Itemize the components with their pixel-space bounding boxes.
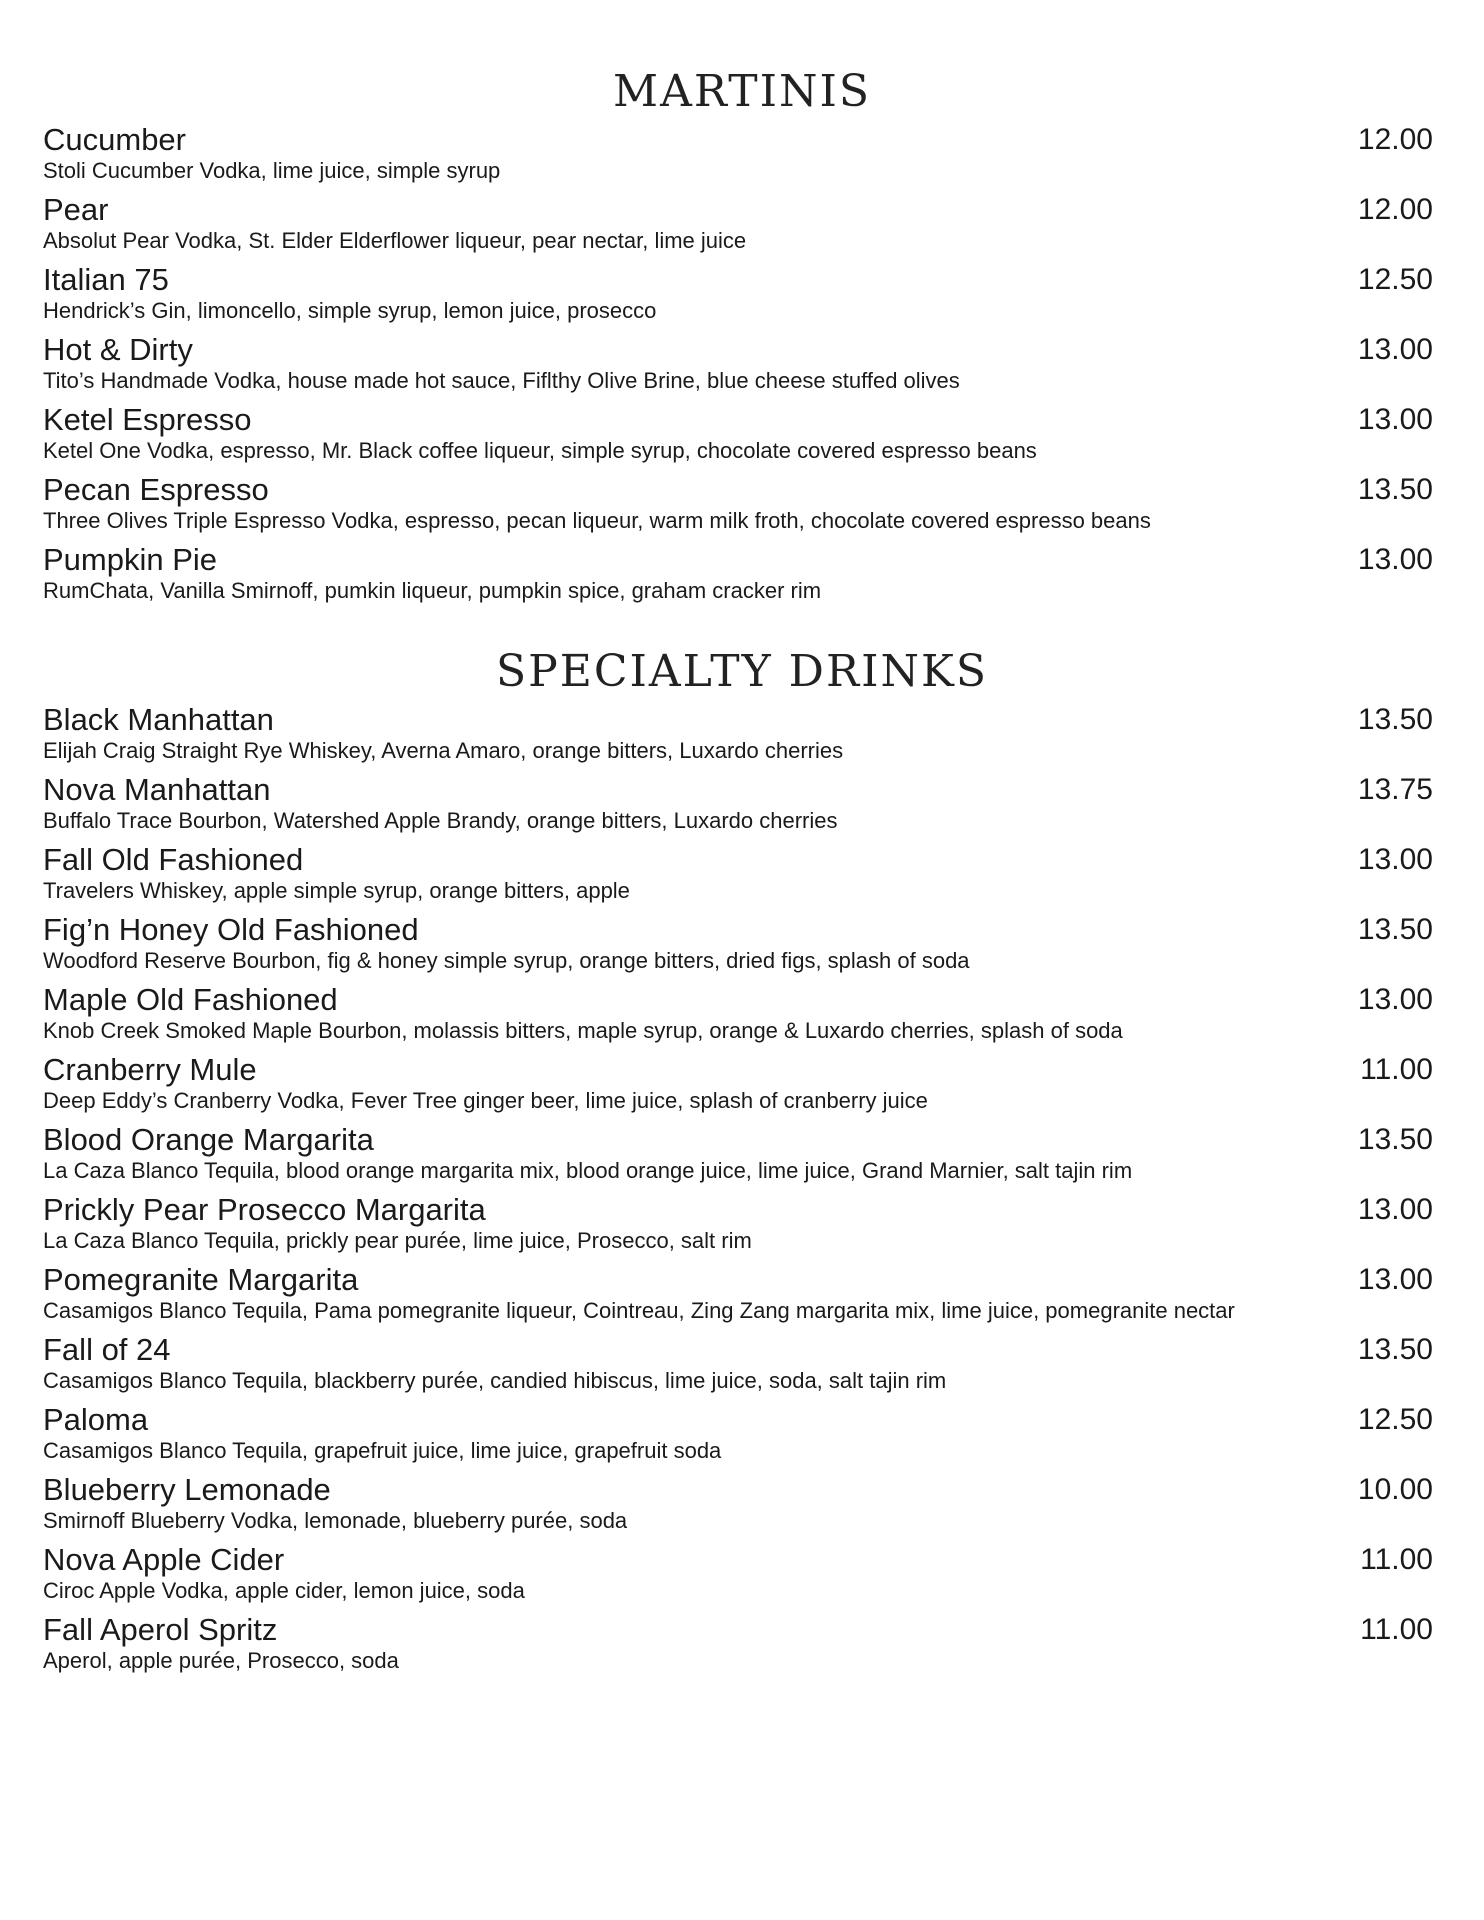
drink-price: 13.50 — [1357, 913, 1433, 946]
drink-name: Blueberry Lemonade — [43, 1472, 331, 1507]
drink-description: Three Olives Triple Espresso Vodka, espresso, pecan liqueur, warm milk froth, chocolate covered espresso beans — [43, 508, 1151, 533]
drink-name: Ketel Espresso — [43, 402, 252, 437]
menu-item — [43, 701, 1433, 771]
drink-price: 13.00 — [1357, 1193, 1433, 1226]
drink-description: Ketel One Vodka, espresso, Mr. Black coffee liqueur, simple syrup, chocolate covered espresso beans — [43, 438, 1037, 463]
drink-name: Black Manhattan — [43, 702, 274, 737]
drink-description: Stoli Cucumber Vodka, lime juice, simple syrup — [43, 158, 501, 183]
drink-price: 11.00 — [1360, 1053, 1433, 1086]
menu-item — [43, 261, 1433, 331]
drink-description: Casamigos Blanco Tequila, grapefruit juice, lime juice, grapefruit soda — [43, 1438, 722, 1463]
drink-description: Elijah Craig Straight Rye Whiskey, Averna Amaro, orange bitters, Luxardo cherries — [43, 738, 844, 763]
drink-name: Maple Old Fashioned — [43, 982, 338, 1017]
drink-description: Casamigos Blanco Tequila, blackberry purée, candied hibiscus, lime juice, soda, salt tajin rim — [43, 1368, 947, 1393]
drink-price: 13.75 — [1357, 773, 1433, 806]
drink-name: Pecan Espresso — [43, 472, 269, 507]
specialty-drinks-list — [43, 701, 1433, 1681]
menu-item — [43, 981, 1433, 1051]
menu-item — [43, 1611, 1433, 1681]
menu-item — [43, 541, 1433, 611]
drink-price: 12.50 — [1357, 263, 1433, 296]
menu-item — [43, 121, 1433, 191]
martinis-list — [43, 121, 1433, 611]
drink-price: 13.00 — [1357, 403, 1433, 436]
drink-name: Italian 75 — [43, 262, 169, 297]
drink-description: RumChata, Vanilla Smirnoff, pumkin liqueur, pumpkin spice, graham cracker rim — [43, 578, 822, 603]
drink-price: 11.00 — [1360, 1613, 1433, 1646]
menu-item — [43, 331, 1433, 401]
drink-name: Fall Old Fashioned — [43, 842, 304, 877]
specialty-drinks-heading: SPECIALTY DRINKS — [495, 646, 988, 697]
drink-name: Paloma — [43, 1402, 149, 1437]
drink-name: Fall of 24 — [43, 1332, 171, 1367]
menu-item — [43, 1401, 1433, 1471]
martinis-heading: MARTINIS — [613, 66, 871, 117]
drink-description: Aperol, apple purée, Prosecco, soda — [43, 1648, 399, 1673]
drink-name: Pear — [43, 192, 109, 227]
drink-description: Casamigos Blanco Tequila, Pama pomegranite liqueur, Cointreau, Zing Zang margarita mix, lime juice, pomegranite nectar — [43, 1298, 1235, 1323]
drink-price: 13.50 — [1357, 703, 1433, 736]
menu-item — [43, 911, 1433, 981]
drink-name: Fig’n Honey Old Fashioned — [43, 912, 419, 947]
drink-price: 13.50 — [1357, 1333, 1433, 1366]
drink-description: Woodford Reserve Bourbon, fig & honey simple syrup, orange bitters, dried figs, splash of soda — [43, 948, 970, 973]
drink-price: 12.00 — [1357, 123, 1433, 156]
drink-description: La Caza Blanco Tequila, prickly pear purée, lime juice, Prosecco, salt rim — [43, 1228, 752, 1253]
drink-description: Ciroc Apple Vodka, apple cider, lemon juice, soda — [43, 1578, 525, 1603]
menu-item — [43, 841, 1433, 911]
menu-item — [43, 1191, 1433, 1261]
drink-name: Cranberry Mule — [43, 1052, 257, 1087]
menu-item — [43, 401, 1433, 471]
drink-description: Smirnoff Blueberry Vodka, lemonade, blueberry purée, soda — [43, 1508, 628, 1533]
menu-item — [43, 1471, 1433, 1541]
menu-item — [43, 1331, 1433, 1401]
drink-price: 13.00 — [1357, 1263, 1433, 1296]
menu-item — [43, 191, 1433, 261]
drink-price: 13.00 — [1357, 843, 1433, 876]
drink-name: Hot & Dirty — [43, 332, 193, 367]
drink-name: Cucumber — [43, 122, 186, 157]
drink-price: 13.50 — [1357, 473, 1433, 506]
menu-item — [43, 1261, 1433, 1331]
drink-name: Fall Aperol Spritz — [43, 1612, 278, 1647]
drink-description: Travelers Whiskey, apple simple syrup, orange bitters, apple — [43, 878, 630, 903]
drink-name: Nova Manhattan — [43, 772, 271, 807]
menu-item — [43, 1541, 1433, 1611]
drink-price: 13.50 — [1357, 1123, 1433, 1156]
drink-price: 12.00 — [1357, 193, 1433, 226]
drink-description: Absolut Pear Vodka, St. Elder Elderflower liqueur, pear nectar, lime juice — [43, 228, 747, 253]
drink-description: Tito’s Handmade Vodka, house made hot sauce, Fiflthy Olive Brine, blue cheese stuffed olives — [43, 368, 960, 393]
drink-description: La Caza Blanco Tequila, blood orange margarita mix, blood orange juice, lime juice, Grand Marnier, salt tajin rim — [43, 1158, 1133, 1183]
drink-price: 12.50 — [1357, 1403, 1433, 1436]
drink-price: 11.00 — [1360, 1543, 1433, 1576]
drink-description: Buffalo Trace Bourbon, Watershed Apple Brandy, orange bitters, Luxardo cherries — [43, 808, 838, 833]
drink-price: 13.00 — [1357, 983, 1433, 1016]
menu-item — [43, 771, 1433, 841]
drink-price: 10.00 — [1357, 1473, 1433, 1506]
drink-description: Deep Eddy’s Cranberry Vodka, Fever Tree ginger beer, lime juice, splash of cranberry juice — [43, 1088, 928, 1113]
drink-description: Knob Creek Smoked Maple Bourbon, molassis bitters, maple syrup, orange & Luxardo cherries, splash of soda — [43, 1018, 1123, 1043]
drink-name: Blood Orange Margarita — [43, 1122, 374, 1157]
drink-name: Nova Apple Cider — [43, 1542, 285, 1577]
drink-description: Hendrick’s Gin, limoncello, simple syrup, lemon juice, prosecco — [43, 298, 657, 323]
drink-price: 13.00 — [1357, 543, 1433, 576]
drink-name: Pumpkin Pie — [43, 542, 218, 577]
menu-item — [43, 471, 1433, 541]
menu-item — [43, 1051, 1433, 1121]
menu-item — [43, 1121, 1433, 1191]
drink-name: Pomegranite Margarita — [43, 1262, 359, 1297]
drink-price: 13.00 — [1357, 333, 1433, 366]
drink-name: Prickly Pear Prosecco Margarita — [43, 1192, 486, 1227]
